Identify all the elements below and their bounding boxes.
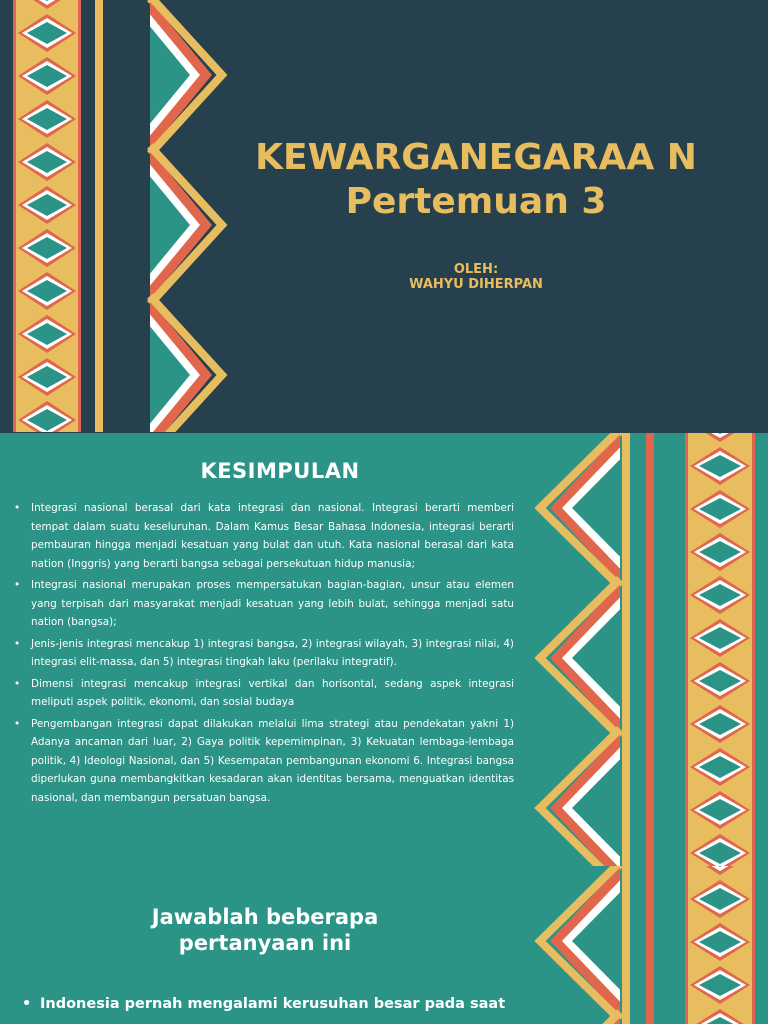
bullet-icon: • (14, 579, 21, 591)
list-item: • Indonesia pernah mengalami kerusuhan besar pada saat (22, 990, 524, 1018)
slide-title (0, 0, 768, 432)
list-item: • Pengembangan integrasi dapat dilakukan melalui lima strategi atau pendekatan yakni 1) Adanya ancaman dari luar, 2) Gaya politik kepemimpinan, 3) Kekuatan lembaga-lembaga politik, 4) Ideologi Nasional, dan 5) Kesempatan pembangunan ekonomi 6. Integrasi bangsa diperlukan guna membangkitkan kesadaran akan identitas bersama, menguatkan identitas nasional, dan membangun persatuan bangsa. (14, 715, 514, 808)
tribal-pattern-left (0, 0, 240, 432)
list-item: • Integrasi nasional berasal dari kata integrasi dan nasional. Integrasi berarti memberi tempat dalam suatu keseluruhan. Dalam Kamus Besar Bahasa Indonesia, integrasi berarti pembauran hingga menjadi kesatuan yang bulat dan utuh. Kata nasional berasal dari kata nation (Inggris) yang berarti bangsa sebagai persekutuan hidup manusia; (14, 499, 514, 573)
slide-questions (0, 866, 768, 1024)
author-block (250, 262, 702, 292)
author-name: WAHYU DIHERPAN (409, 277, 543, 292)
list-item: • Integrasi nasional merupakan proses mempersatukan bagian-bagian, unsur atau elemen yang terpisah dari masyarakat menjadi kesatuan yang lebih bulat, sehingga menjadi satu nation (bangsa); (14, 576, 514, 632)
tribal-pattern-right (528, 866, 768, 1024)
bullet-icon: • (14, 637, 21, 650)
author-label: OLEH: (453, 262, 499, 277)
questions-title: Jawablah beberapa pertanyaan ini (151, 905, 379, 955)
bullet-icon: • (14, 717, 21, 730)
conclusion-list (14, 499, 514, 810)
conclusion-title: KESIMPULAN (200, 459, 360, 483)
slide-conclusion (0, 433, 768, 866)
list-item: • Jenis-jenis integrasi mencakup 1) integrasi bangsa, 2) integrasi wilayah, 3) integrasi nilai, 4) integrasi elit-massa, dan 5) integrasi tingkah laku (perilaku integratif). (14, 635, 514, 672)
bullet-icon: • (22, 996, 32, 1012)
list-item: • Dimensi integrasi mencakup integrasi vertikal dan horisontal, sedang aspek integrasi meliputi aspek politik, ekonomi, dan sosial budaya (14, 675, 514, 712)
bullet-icon: • (14, 502, 21, 514)
bullet-icon: • (14, 677, 21, 690)
presentation-title: KEWARGANEGARAA N Pertemuan 3 (255, 137, 697, 222)
tribal-pattern-right (528, 433, 768, 866)
